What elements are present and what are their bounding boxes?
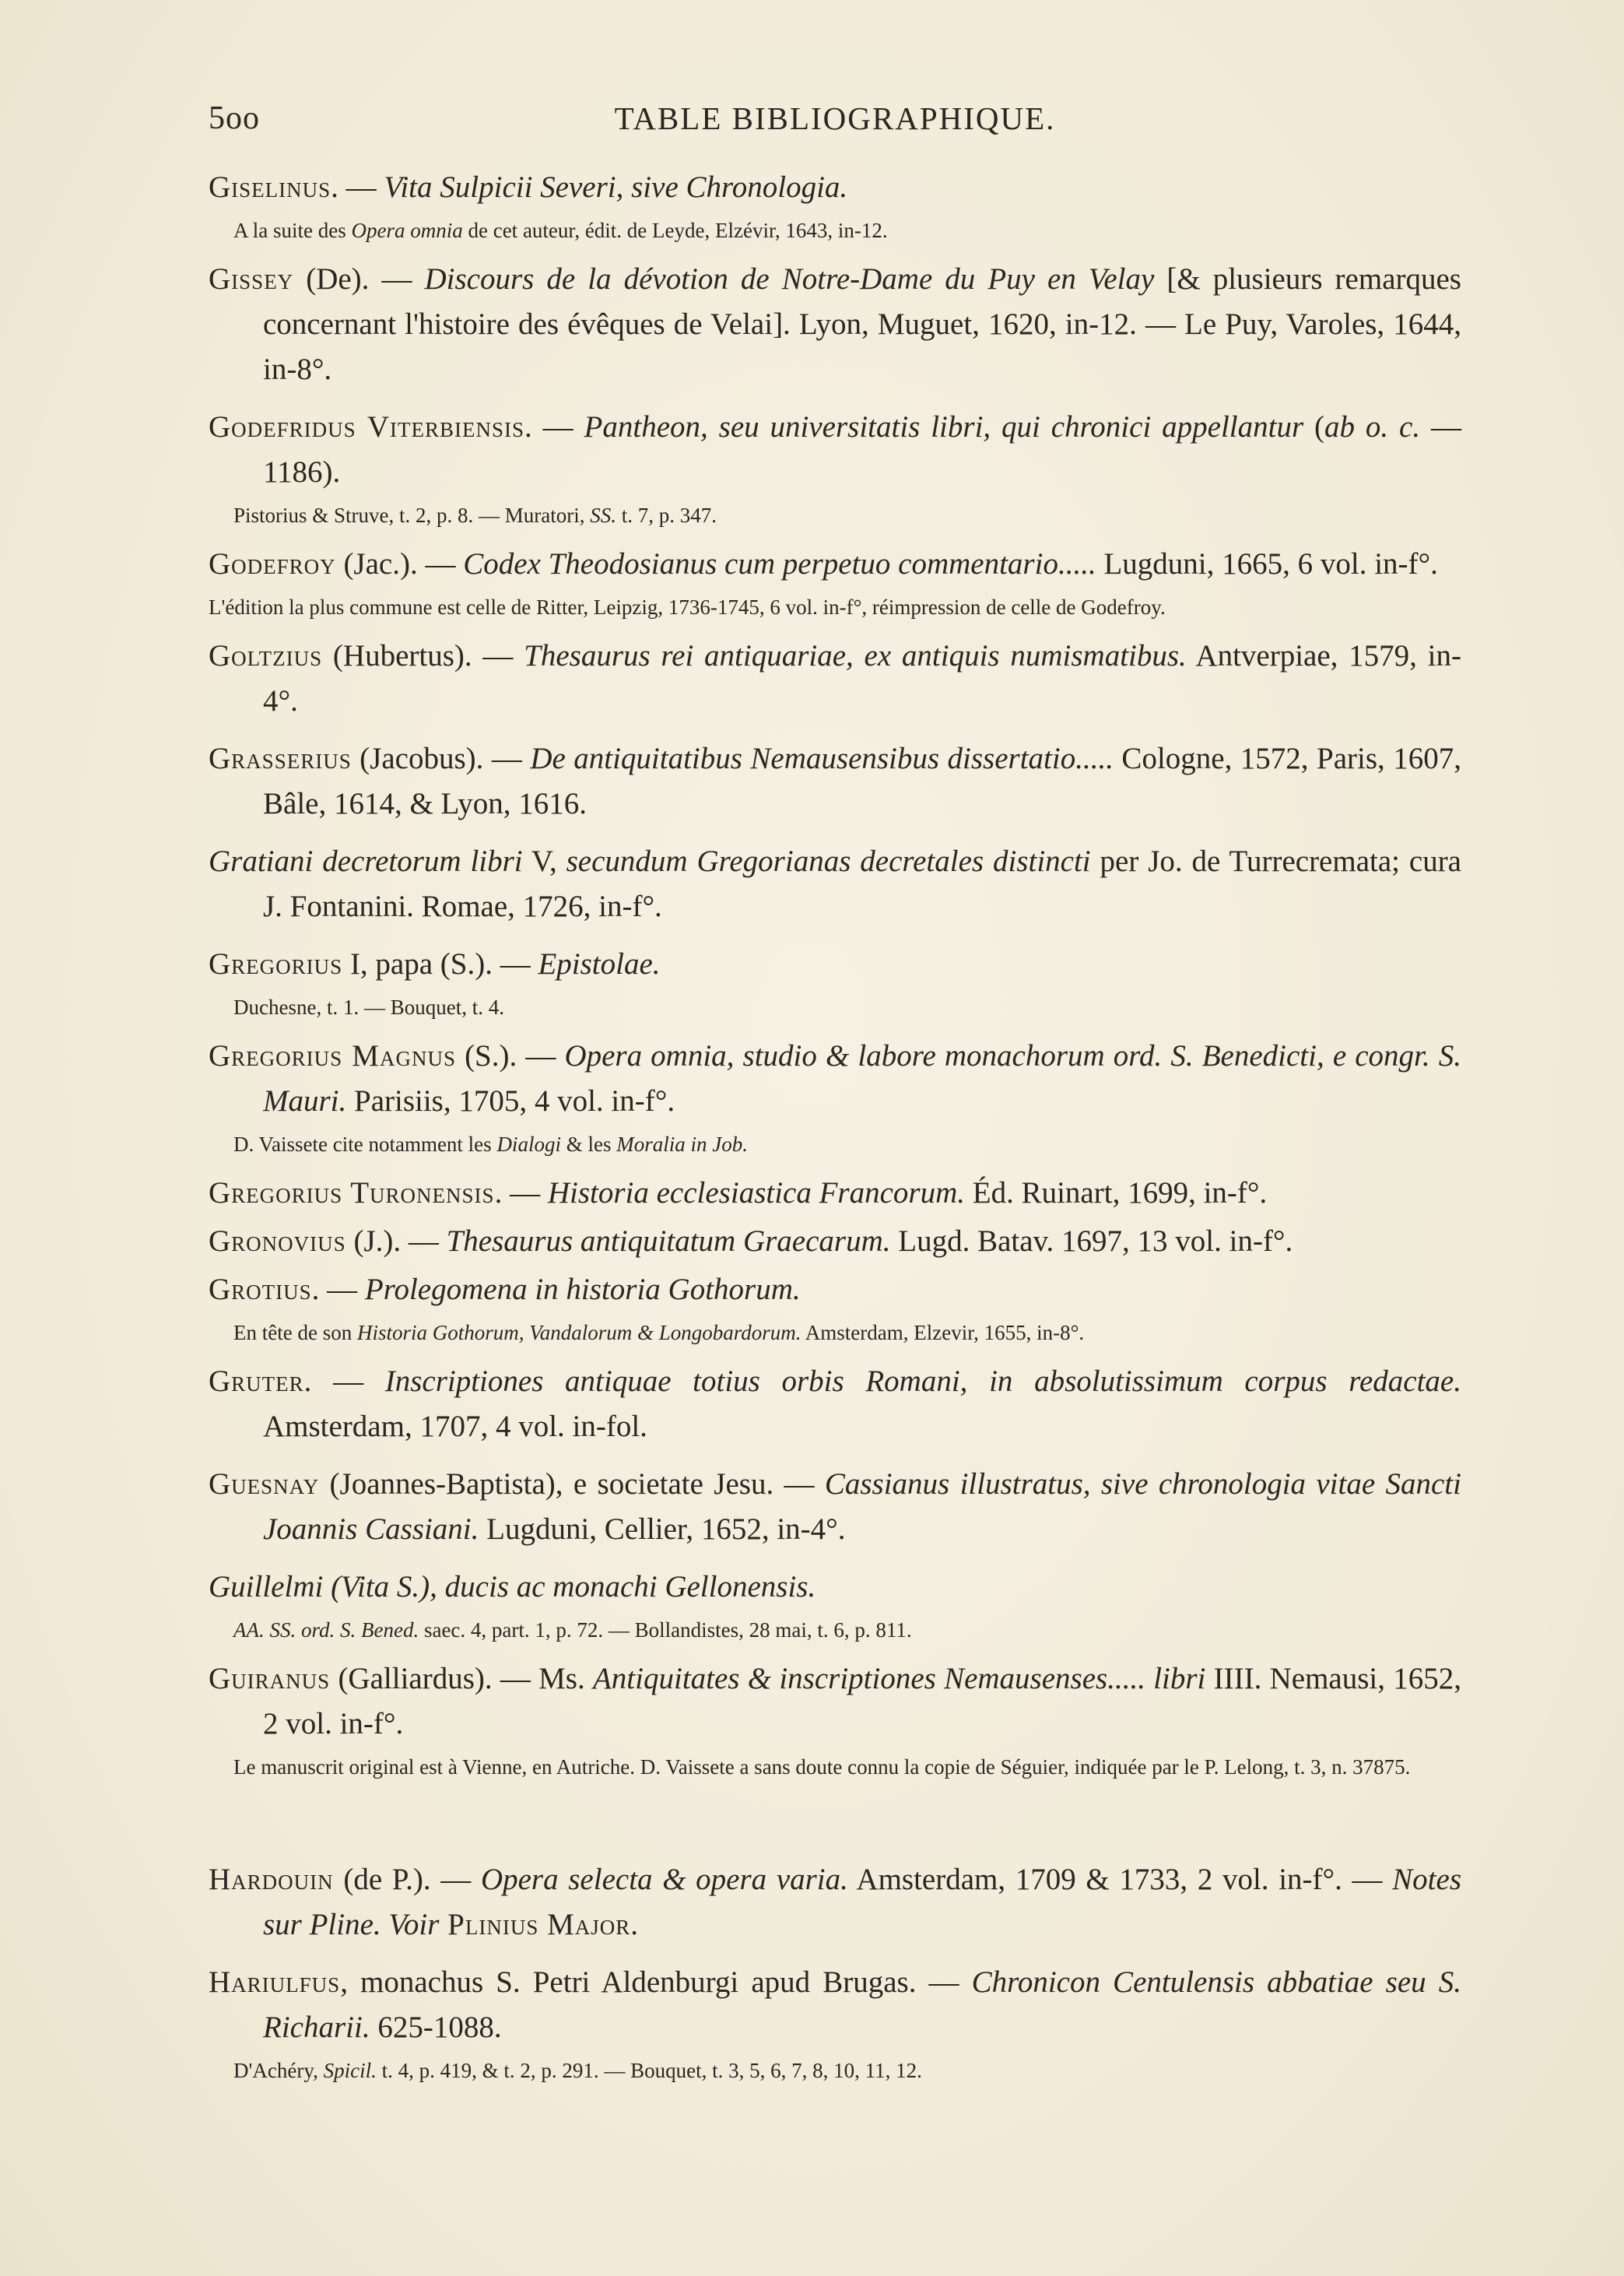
bibliography-list <box>209 165 1461 2092</box>
entry-gronovius: Gronovius (J.). — Thesaurus antiquitatum Graecarum. Lugd. Batav. 1697, 13 vol. in-f°. <box>209 1224 1293 1258</box>
entry-note: D'Achéry, Spicil. t. 4, p. 419, & t. 2, p. 291. — Bouquet, t. 3, 5, 6, 7, 8, 10, 11, 12. <box>233 2059 922 2082</box>
entry-grasserius: Grasserius (Jacobus). — De antiquitatibus Nemausensibus dissertatio..... Cologne, 1572, Paris, 1607, Bâle, 1614, & Lyon, 1616. <box>209 742 1461 820</box>
entry-godefroy: Godefroy (Jac.). — Codex Theodosianus cum perpetuo commentario..... Lugduni, 1665, 6 vol. in-f°. <box>209 547 1438 581</box>
entry-guillelmi: Guillelmi (Vita S.), ducis ac monachi Gellonensis. <box>209 1570 816 1603</box>
entry-note: Pistorius & Struve, t. 2, p. 8. — Muratori, SS. t. 7, p. 347. <box>233 504 717 527</box>
page-header <box>209 100 1461 146</box>
entry-godefridus: Godefridus Viterbiensis. — Pantheon, seu universitatis libri, qui chronici appellantur (ab o. c. — 1186). <box>209 410 1461 489</box>
entry-gregorius-turonensis: Gregorius Turonensis. — Historia ecclesiastica Francorum. Éd. Ruinart, 1699, in-f°. <box>209 1176 1268 1210</box>
entry-note: D. Vaissete cite notamment les Dialogi & les Moralia in Job. <box>233 1133 748 1156</box>
entry-note: Le manuscrit original est à Vienne, en Autriche. D. Vaissete a sans doute connu la copie de Séguier, indiquée par le P. Lelong, t. 3, n. 37875. <box>233 1755 1411 1779</box>
entry-giselinus: Giselinus. — Vita Sulpicii Severi, sive Chronologia. <box>209 170 848 204</box>
entry-note: Duchesne, t. 1. — Bouquet, t. 4. <box>233 996 504 1019</box>
entry-gruter: Gruter. — Inscriptiones antiquae totius orbis Romani, in absolutissimum corpus redactae. Amsterdam, 1707, 4 vol. in-fol. <box>209 1365 1461 1443</box>
entry-note: A la suite des Opera omnia de cet auteur, édit. de Leyde, Elzévir, 1643, in-12. <box>233 219 888 242</box>
entry-hariulfus: Hariulfus, monachus S. Petri Aldenburgi apud Brugas. — Chronicon Centulensis abbatiae seu S. Richarii. 625-1088. <box>209 1965 1461 2044</box>
page-number: 5oo <box>209 100 260 136</box>
running-title: TABLE BIBLIOGRAPHIQUE. <box>614 100 1056 136</box>
entry-hardouin: Hardouin (de P.). — Opera selecta & opera varia. Amsterdam, 1709 & 1733, 2 vol. in-f°. — Notes sur Pline. Voir Plinius Major. <box>209 1863 1462 1941</box>
entry-note: AA. SS. ord. S. Bened. saec. 4, part. 1, p. 72. — Bollandistes, 28 mai, t. 6, p. 811. <box>233 1618 912 1642</box>
entry-goltzius: Goltzius (Hubertus). — Thesaurus rei antiquariae, ex antiquis numismatibus. Antverpiae, 1579, in-4°. <box>209 639 1461 718</box>
entry-gratiani: Gratiani decretorum libri V, secundum Gregorianas decretales distincti per Jo. de Turrecremata; cura J. Fontanini. Romae, 1726, in-f°. <box>209 845 1461 923</box>
entry-guesnay: Guesnay (Joannes-Baptista), e societate Jesu. — Cassianus illustratus, sive chronologia vitae Sancti Joannis Cassiani. Lugduni, Cellier, 1652, in-4°. <box>209 1467 1461 1546</box>
section-gap <box>209 1789 1461 1857</box>
entry-note: En tête de son Historia Gothorum, Vandalorum & Longobardorum. Amsterdam, Elzevir, 1655, in-8°. <box>233 1321 1085 1344</box>
entry-gregorius-magnus: Gregorius Magnus (S.). — Opera omnia, studio & labore monachorum ord. S. Benedicti, e congr. S. Mauri. Parisiis, 1705, 4 vol. in-f°. <box>209 1039 1461 1118</box>
entry-guiranus: Guiranus (Galliardus). — Ms. Antiquitates & inscriptiones Nemausenses..... libri IIII. Nemausi, 1652, 2 vol. in-f°. <box>209 1662 1461 1740</box>
entry-gregorius-i: Gregorius I, papa (S.). — Epistolae. <box>209 947 661 981</box>
entry-note: L'édition la plus commune est celle de Ritter, Leipzig, 1736-1745, 6 vol. in-f°, réimpression de celle de Godefroy. <box>209 595 1166 619</box>
entry-gissey: Gissey (De). — Discours de la dévotion de Notre-Dame du Puy en Velay [& plusieurs remarques concernant l'histoire des évêques de Velai]. Lyon, Muguet, 1620, in-12. — Le Puy, Varoles, 1644, in-8°. <box>209 262 1461 386</box>
entry-grotius: Grotius. — Prolegomena in historia Gothorum. <box>209 1273 801 1306</box>
